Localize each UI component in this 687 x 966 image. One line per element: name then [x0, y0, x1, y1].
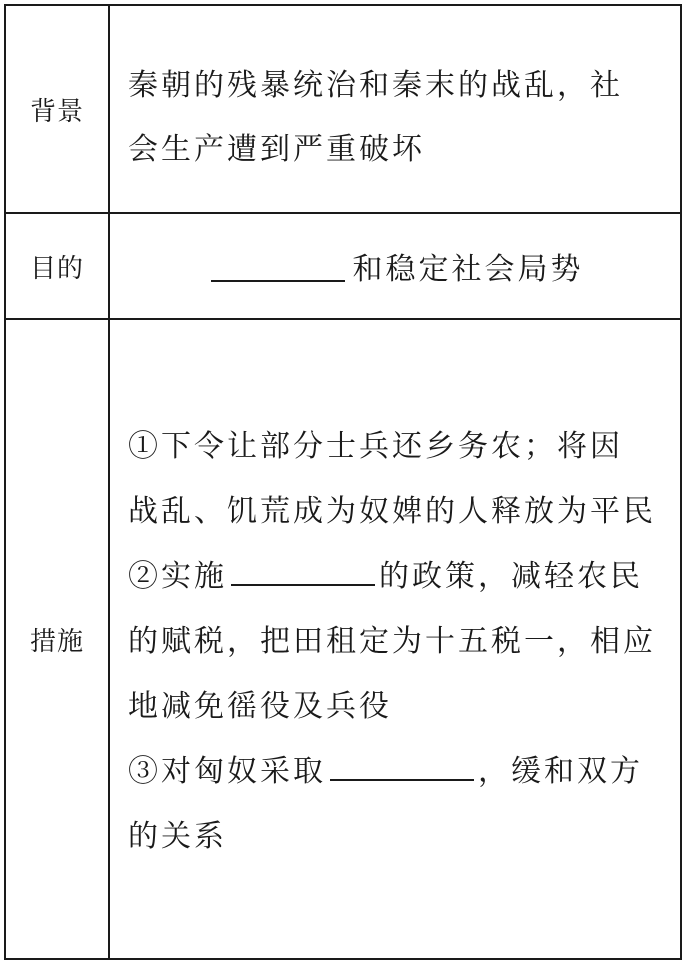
measure-line-5: 地减免徭役及兵役	[128, 689, 392, 724]
row-measures	[6, 320, 680, 958]
row-background	[6, 6, 680, 214]
measure-line-2: 战乱、饥荒成为奴婢的人释放为平民	[128, 494, 656, 529]
content-background	[110, 6, 680, 212]
label-goal: 目的	[6, 214, 110, 318]
fill-blank-goal[interactable]	[211, 250, 345, 282]
fill-blank-xiongnu[interactable]	[330, 749, 474, 781]
measure-3-suffix: ，缓和双方	[478, 754, 643, 789]
label-measures: 措施	[6, 320, 110, 958]
background-line-1: 秦朝的残暴统治和秦末的战乱，社	[128, 68, 623, 103]
policy-table	[4, 4, 682, 960]
measure-line-7: 的关系	[128, 819, 227, 854]
goal-text: 和稳定社会局势	[352, 252, 584, 287]
content-goal	[110, 214, 680, 318]
label-background: 背景	[6, 6, 110, 212]
content-measures	[110, 320, 680, 958]
measure-line-6	[128, 739, 662, 804]
row-goal	[6, 214, 680, 320]
measure-2-suffix: 的政策，减轻农民	[379, 559, 643, 594]
measure-3-prefix: ③对匈奴采取	[128, 754, 326, 789]
measure-line-4: 的赋税，把田租定为十五税一，相应	[128, 624, 656, 659]
background-line-2: 会生产遭到严重破坏	[128, 132, 425, 167]
measure-line-1: ①下令让部分士兵还乡务农；将因	[128, 429, 623, 464]
fill-blank-policy[interactable]	[231, 554, 375, 586]
measure-2-prefix: ②实施	[128, 559, 227, 594]
measure-line-3	[128, 544, 662, 609]
